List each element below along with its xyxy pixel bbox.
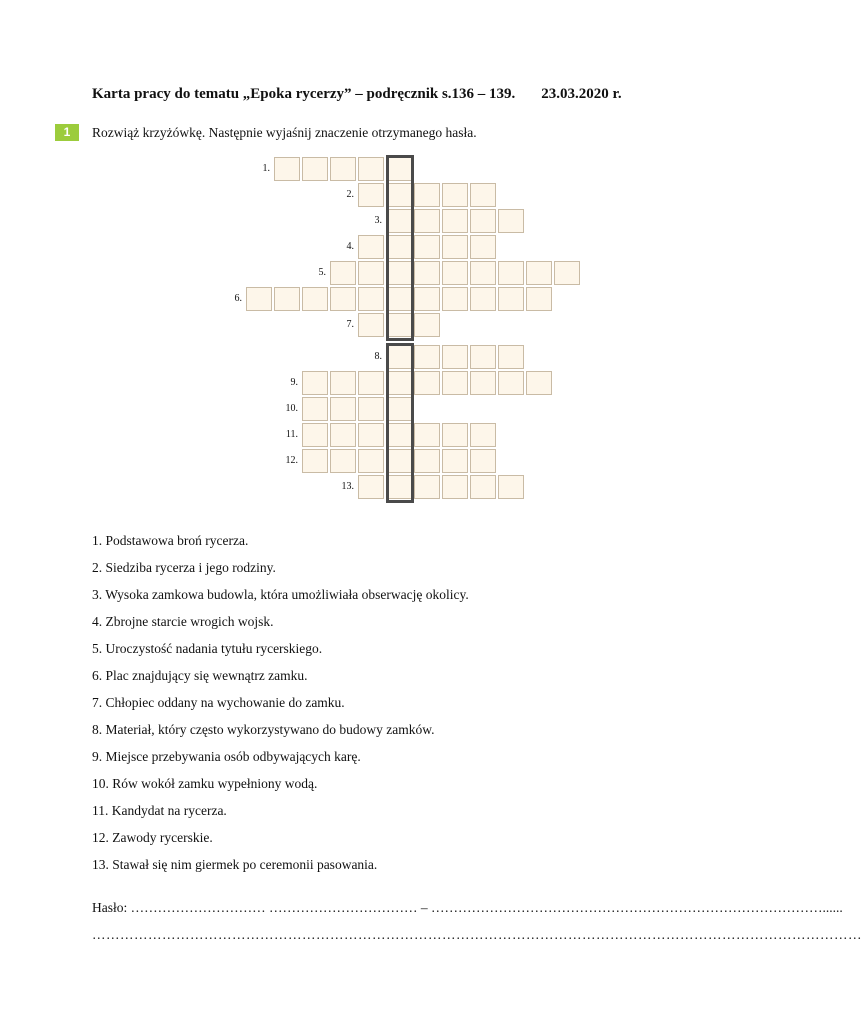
crossword-cell[interactable] (498, 287, 524, 311)
crossword-cell[interactable] (470, 345, 496, 369)
crossword-cell[interactable] (470, 449, 496, 473)
crossword-cell[interactable] (386, 345, 412, 369)
crossword-cell[interactable] (414, 313, 440, 337)
password-label: Hasło: (92, 900, 128, 915)
crossword-cell[interactable] (386, 371, 412, 395)
clue-item: 2. Siedziba rycerza i jego rodziny. (92, 560, 276, 575)
crossword-cell[interactable] (470, 371, 496, 395)
clue-item: 6. Plac znajdujący się wewnątrz zamku. (92, 668, 308, 683)
crossword-cell[interactable] (274, 287, 300, 311)
row-number-5: 5. (318, 267, 326, 278)
task-instruction: Rozwiąż krzyżówkę. Następnie wyjaśnij znaczenie otrzymanego hasła. (92, 125, 477, 140)
crossword-cell[interactable] (414, 183, 440, 207)
crossword-cell[interactable] (470, 235, 496, 259)
crossword-cell[interactable] (330, 261, 356, 285)
crossword-cell[interactable] (358, 397, 384, 421)
crossword-cell[interactable] (330, 397, 356, 421)
row-number-10: 10. (285, 403, 298, 414)
crossword-cell[interactable] (442, 475, 468, 499)
row-number-12: 12. (285, 455, 298, 466)
crossword-cell[interactable] (442, 235, 468, 259)
crossword-cell[interactable] (470, 183, 496, 207)
crossword-cell[interactable] (442, 261, 468, 285)
crossword-cell[interactable] (414, 261, 440, 285)
clue-item: 8. Materiał, który często wykorzystywano do budowy zamków. (92, 722, 435, 737)
crossword-cell[interactable] (414, 449, 440, 473)
row-number-7: 7. (346, 319, 354, 330)
crossword-cell[interactable] (386, 475, 412, 499)
crossword-cell[interactable] (386, 261, 412, 285)
clue-item: 3. Wysoka zamkowa budowla, która umożliwiała obserwację okolicy. (92, 587, 469, 602)
crossword-cell[interactable] (386, 209, 412, 233)
crossword-cell[interactable] (246, 287, 272, 311)
crossword-cell[interactable] (386, 183, 412, 207)
crossword-cell[interactable] (414, 235, 440, 259)
clue-item: 11. Kandydat na rycerza. (92, 803, 227, 818)
title-date: 23.03.2020 r. (541, 86, 622, 102)
crossword-cell[interactable] (302, 157, 328, 181)
crossword-cell[interactable] (302, 287, 328, 311)
password-dots: ………………………… …………………………… – ……………………………………………………………………………...... (130, 900, 843, 915)
crossword-cell[interactable] (358, 157, 384, 181)
row-number-1: 1. (262, 163, 270, 174)
crossword-cell[interactable] (330, 423, 356, 447)
crossword-cell[interactable] (358, 261, 384, 285)
crossword-cell[interactable] (358, 183, 384, 207)
clue-item: 1. Podstawowa broń rycerza. (92, 533, 249, 548)
crossword-cell[interactable] (470, 209, 496, 233)
crossword-cell[interactable] (358, 287, 384, 311)
crossword-cell[interactable] (414, 287, 440, 311)
crossword-cell[interactable] (442, 345, 468, 369)
row-number-11: 11. (285, 429, 298, 440)
explanation-line[interactable]: ………………………………………………………………………………………………………………………………………………… (92, 927, 862, 942)
crossword-cell[interactable] (414, 371, 440, 395)
password-answer-line[interactable] (92, 900, 843, 916)
crossword-cell[interactable] (358, 423, 384, 447)
crossword-cell[interactable] (498, 345, 524, 369)
crossword-cell[interactable] (302, 423, 328, 447)
crossword-cell[interactable] (442, 183, 468, 207)
row-number-13: 13. (341, 481, 354, 492)
crossword-cell[interactable] (442, 371, 468, 395)
crossword-cell[interactable] (386, 287, 412, 311)
crossword-cell[interactable] (386, 423, 412, 447)
row-number-6: 6. (234, 293, 242, 304)
clue-item: 10. Rów wokół zamku wypełniony wodą. (92, 776, 318, 791)
crossword-cell[interactable] (498, 371, 524, 395)
title-text: Karta pracy do tematu „Epoka rycerzy” – podręcznik s.136 – 139. (92, 86, 516, 102)
crossword-cell[interactable] (330, 157, 356, 181)
crossword-cell[interactable] (414, 209, 440, 233)
crossword-cell[interactable] (554, 261, 580, 285)
crossword-cell[interactable] (442, 423, 468, 447)
crossword-cell[interactable] (330, 371, 356, 395)
crossword-cell[interactable] (498, 209, 524, 233)
clue-item: 5. Uroczystość nadania tytułu rycerskiego. (92, 641, 323, 656)
crossword-cell[interactable] (414, 345, 440, 369)
crossword-cell[interactable] (386, 397, 412, 421)
clue-item: 4. Zbrojne starcie wrogich wojsk. (92, 614, 274, 629)
crossword-cell[interactable] (414, 475, 440, 499)
crossword-cell[interactable] (302, 397, 328, 421)
clue-item: 9. Miejsce przebywania osób odbywających karę. (92, 749, 361, 764)
row-number-8: 8. (374, 351, 382, 362)
crossword-cell[interactable] (526, 287, 552, 311)
row-number-4: 4. (346, 241, 354, 252)
crossword-cell[interactable] (442, 449, 468, 473)
crossword-cell[interactable] (470, 475, 496, 499)
clue-item: 13. Stawał się nim giermek po ceremonii pasowania. (92, 857, 378, 872)
crossword-cell[interactable] (386, 449, 412, 473)
crossword-cell[interactable] (386, 157, 412, 181)
row-number-2: 2. (346, 189, 354, 200)
crossword-cell[interactable] (274, 157, 300, 181)
crossword-cell[interactable] (442, 209, 468, 233)
crossword-cell[interactable] (330, 449, 356, 473)
crossword-cell[interactable] (526, 371, 552, 395)
crossword-cell[interactable] (358, 449, 384, 473)
crossword-cell[interactable] (302, 449, 328, 473)
crossword-cell[interactable] (498, 475, 524, 499)
crossword-cell[interactable] (358, 235, 384, 259)
crossword-grid (0, 0, 768, 520)
crossword-cell[interactable] (470, 261, 496, 285)
clue-item: 12. Zawody rycerskie. (92, 830, 213, 845)
crossword-cell[interactable] (358, 313, 384, 337)
crossword-cell[interactable] (414, 423, 440, 447)
row-number-3: 3. (374, 215, 382, 226)
crossword-cell[interactable] (470, 287, 496, 311)
crossword-cell[interactable] (358, 475, 384, 499)
crossword-cell[interactable] (442, 287, 468, 311)
clue-item: 7. Chłopiec oddany na wychowanie do zamku. (92, 695, 345, 710)
crossword-cell[interactable] (526, 261, 552, 285)
crossword-cell[interactable] (386, 235, 412, 259)
crossword-cell[interactable] (358, 371, 384, 395)
clue-list (92, 531, 469, 882)
crossword-cell[interactable] (302, 371, 328, 395)
row-number-9: 9. (290, 377, 298, 388)
crossword-cell[interactable] (470, 423, 496, 447)
crossword-cell[interactable] (330, 287, 356, 311)
task-number-badge: 1 (55, 124, 79, 141)
crossword-cell[interactable] (386, 313, 412, 337)
crossword-cell[interactable] (498, 261, 524, 285)
